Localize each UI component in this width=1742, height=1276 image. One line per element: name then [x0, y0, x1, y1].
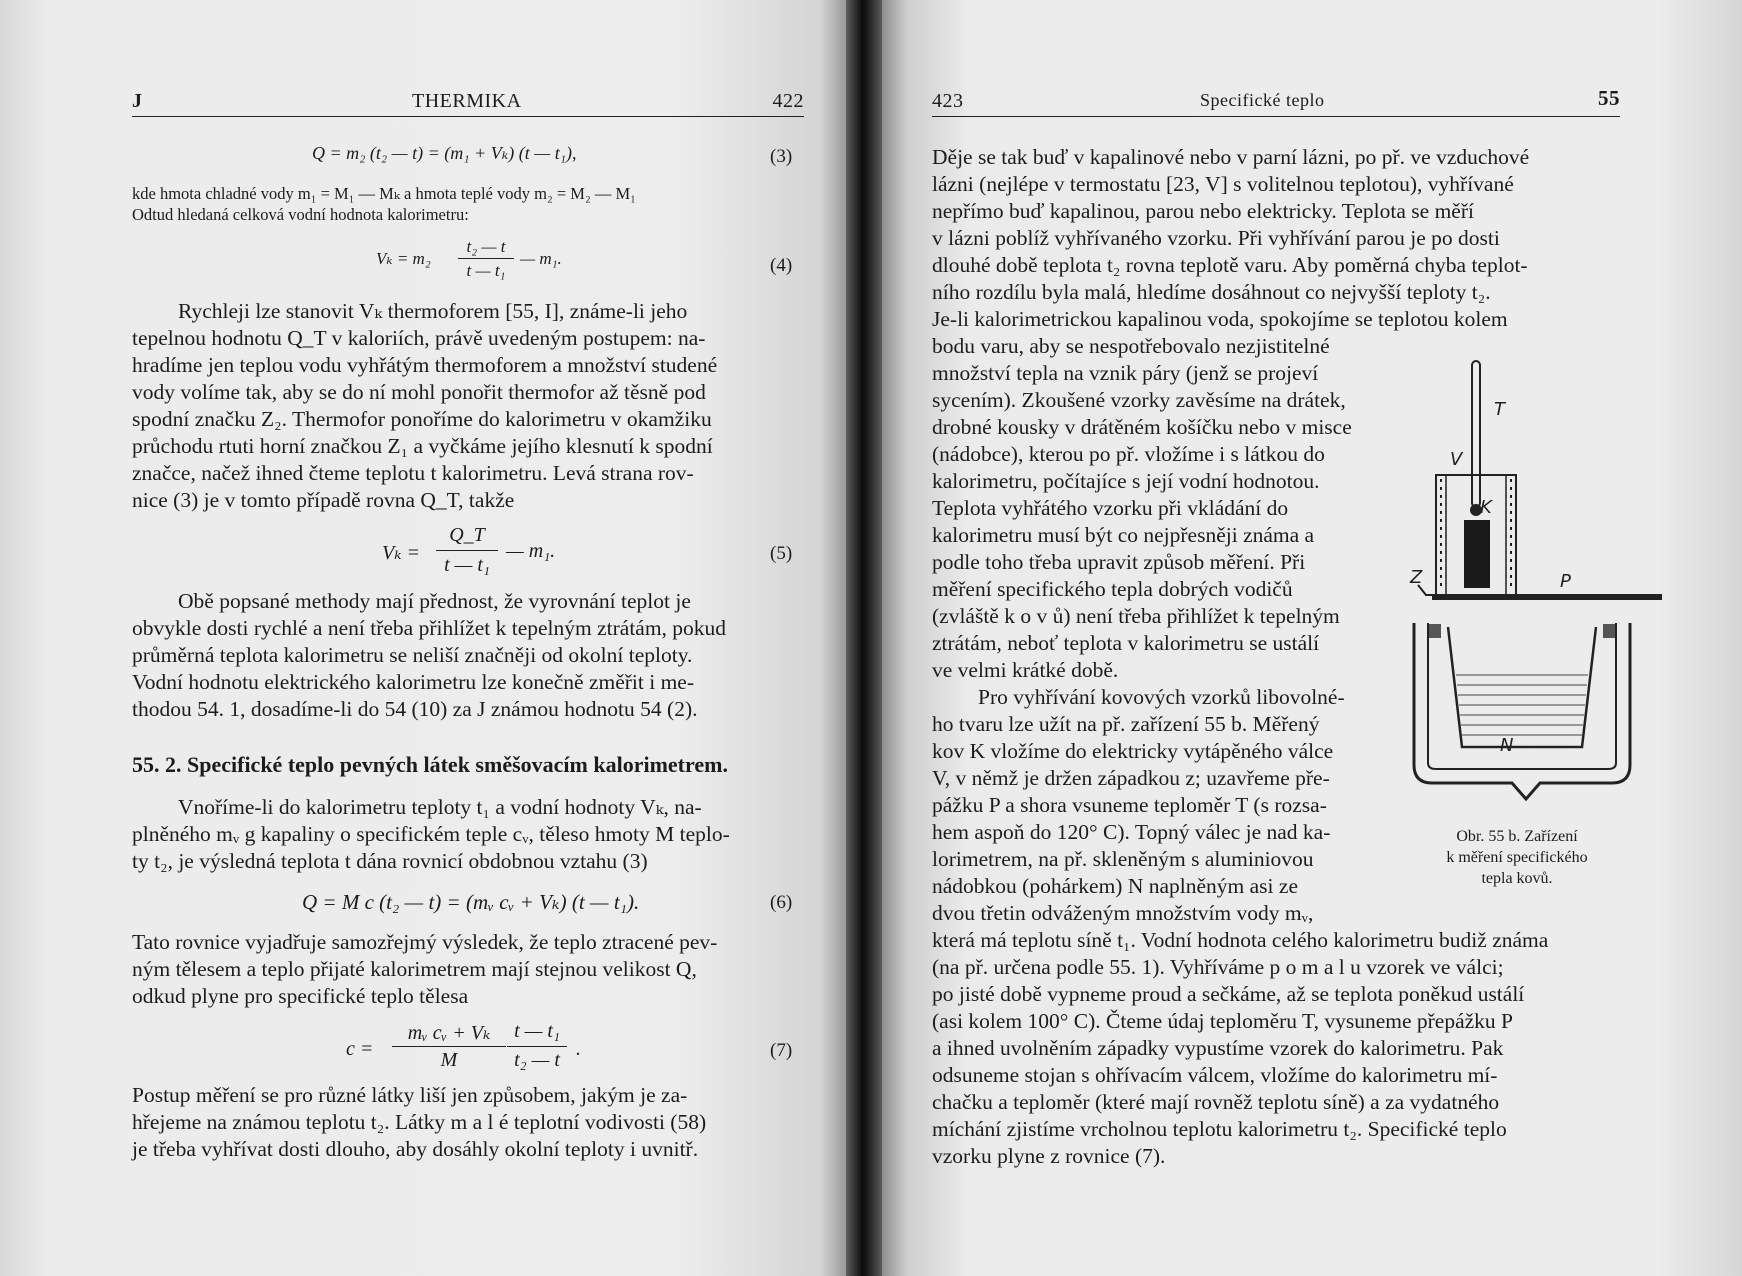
equation-7-fraction-bar-1 — [392, 1046, 506, 1047]
text-line: ty t₂, je výsledná teplota t dána rovnicí obdobnou vztahu (3) — [132, 849, 648, 873]
text-line: (na př. určena podle 55. 1). Vyhříváme p o m a l u vzorek ve válci; — [932, 955, 1504, 979]
text-line: Tato rovnice vyjadřuje samozřejmý výsledek, že teplo ztracené pev- — [132, 930, 718, 954]
equation-6-number: (6) — [770, 892, 793, 913]
text-line: Pro vyhřívání kovových vzorků libovolné- — [978, 685, 1345, 709]
partition — [1432, 594, 1662, 600]
text-line: dlouhé době teplota t₂ rovna teplotě varu. Aby poměrná chyba teplot- — [932, 253, 1528, 277]
text-line: kde hmota chladné vody m₁ = M₁ — Mₖ a hmota teplé vody m₂ = M₂ — M₁ — [132, 184, 636, 203]
thermometer — [1472, 361, 1480, 507]
caption-line: tepla kovů. — [1481, 870, 1553, 887]
equation-7-number: (7) — [770, 1040, 793, 1061]
text-line: kalorimetru, počítajíce s její vodní hodnotou. — [932, 469, 1320, 493]
text-line: Teplota vyhřátého vzorku při vkládání do — [932, 496, 1289, 520]
equation-7-end: . — [576, 1038, 581, 1060]
text-line: podle toho třeba upravit způsob měření. Při — [932, 550, 1306, 574]
label-T: T — [1494, 399, 1505, 420]
text-line: nice (3) je v tomto případě rovna Q_T, takže — [132, 488, 515, 512]
equation-3-number: (3) — [770, 146, 793, 167]
right-header — [932, 86, 1620, 116]
text-line: obvykle dosti rychlé a není třeba přihlížet k tepelným ztrátám, pokud — [132, 616, 727, 640]
text-line: kalorimetru musí být co nejpřesněji známa a — [932, 523, 1315, 547]
equation-7-denominator-2: t₂ — t — [514, 1049, 560, 1071]
equation-7-numerator-1: mᵥ cᵥ + Vₖ — [407, 1022, 491, 1044]
page-stamp: 55 — [1598, 86, 1620, 110]
equation-4-fraction-bar — [458, 258, 514, 259]
text-line: (nádobce), kterou po př. vložíme i s látkou do — [932, 442, 1325, 466]
right-page — [882, 0, 1742, 1276]
text-line: hradíme jen teplou vodu vyhřátým thermoforem a množství studené — [132, 353, 718, 377]
label-P: P — [1560, 571, 1571, 592]
text-line: průchodu rtuti horní značkou Z₁ a vyčkáme jejího klesnutí k spodní — [132, 434, 713, 458]
text-line: ným tělesem a teplo přijaté kalorimetrem mají stejnou velikost Q, — [132, 957, 697, 981]
text-line: vzorku plyne z rovnice (7). — [932, 1144, 1166, 1168]
text-line: a ihned uvolněním západky vypustíme vzorek do kalorimetru. Pak — [932, 1036, 1504, 1060]
text-line: (zvláště k o v ů) není třeba přihlížet k tepelným — [932, 604, 1340, 628]
text-line: drobné kousky v drátěném košíčku nebo v misce — [932, 415, 1352, 439]
outer-vessel — [1414, 623, 1630, 799]
text-line: Odtud hledaná celková vodní hodnota kalorimetru: — [132, 205, 469, 224]
equation-5-fraction-bar — [436, 550, 498, 551]
text-line: spodní značku Z₂. Thermofor ponoříme do kalorimetru v okamžiku — [132, 407, 712, 431]
text-line: chačku a teploměr (které mají rovněž teplotu síně) a za vydatného — [932, 1090, 1500, 1114]
text-line: množství tepla na vznik páry (jenž se projeví — [932, 361, 1319, 385]
text-line: po jisté době vypneme proud a sečkáme, až se teplota poněkud ustálí — [932, 982, 1525, 1006]
left-page — [0, 0, 846, 1276]
equation-5-denominator: t — t₁ — [444, 554, 490, 576]
text-line: lázni (nejlépe v termostatu [23, V] s volitelnou teplotou), vyhřívané — [932, 172, 1514, 196]
text-line: odkud plyne pro specifické teplo tělesa — [132, 984, 469, 1008]
caption-line: Obr. 55 b. Zařízení — [1456, 828, 1578, 845]
figure-caption — [1412, 826, 1622, 889]
page-number: 422 — [772, 90, 804, 112]
equation-7-fraction-bar-2 — [507, 1046, 567, 1047]
equation-7-numerator-2: t — t₁ — [514, 1020, 560, 1042]
equation-4-rhs: — m₁. — [520, 249, 562, 268]
text-line: Je-li kalorimetrickou kapalinou voda, spokojíme se teplotou kolem — [932, 307, 1508, 331]
inner-cup — [1448, 627, 1596, 747]
text-line: Vodní hodnotu elektrického kalorimetru lze konečně změřit i me- — [132, 670, 695, 694]
text-line: vody volíme tak, aby se do ní mohl ponořit thermofor až těsně pod — [132, 380, 706, 404]
text-line: hem aspoň do 120° C). Topný válec je nad ka- — [932, 820, 1331, 844]
text-line: nepřímo buď kapalinou, parou nebo elektricky. Teplota se měří — [932, 199, 1474, 223]
text-line: dvou třetin odváženým množstvím vody mᵥ, — [932, 901, 1314, 925]
label-N: N — [1500, 735, 1514, 756]
equation-6: Q = M c (t₂ — t) = (mᵥ cᵥ + Vₖ) (t — t₁). — [302, 890, 640, 914]
text-line: sycením). Zkoušené vzorky zavěsíme na drátek, — [932, 388, 1346, 412]
text-line: thodou 54. 1, dosadíme-li do 54 (10) za J známou hodnotu 54 (2). — [132, 697, 698, 721]
text-line: Rychleji lze stanovit Vₖ thermoforem [55, I], známe-li jeho — [178, 299, 688, 323]
text-line: ho tvaru lze užít na př. zařízení 55 b. Měřený — [932, 712, 1320, 736]
text-line: kov K vložíme do elektricky vytápěného válce — [932, 739, 1334, 763]
text-line: měření specifického tepla dobrých vodičů — [932, 577, 1293, 601]
equation-4-lhs: Vₖ = m₂ — [376, 249, 431, 268]
text-line: v lázni poblíž vyhřívaného vzorku. Při vyhřívání parou je po dosti — [932, 226, 1500, 250]
header-rule — [132, 116, 804, 117]
caption-line: k měření specifického — [1446, 849, 1588, 866]
text-line: ve velmi krátké době. — [932, 658, 1119, 682]
equation-5-lhs: Vₖ = — [382, 542, 421, 564]
text-line: ního rozdílu byla malá, hledíme dosáhnout co nejvyšší teploty t₂. — [932, 280, 1491, 304]
text-line: hřejeme na známou teplotu t₂. Látky m a l é teplotní vodivosti (58) — [132, 1110, 707, 1134]
header-rule — [932, 116, 1620, 117]
equation-7-lhs: c = — [346, 1038, 374, 1060]
equation-4-numerator: t₂ — t — [466, 237, 506, 256]
text-line: V, v němž je držen západkou z; uzavřeme pře- — [932, 766, 1330, 790]
section-letter: J — [132, 90, 143, 112]
book-gutter — [846, 0, 882, 1276]
text-line: která má teplotu síně t₁. Vodní hodnota celého kalorimetru budiž známa — [932, 928, 1549, 952]
equation-5-rhs: — m₁. — [506, 540, 556, 562]
water-lines — [1456, 675, 1588, 735]
page-number: 423 — [932, 90, 964, 112]
equation-7-denominator-1: M — [440, 1049, 458, 1071]
running-title: THERMIKA — [412, 90, 522, 112]
latch — [1418, 585, 1460, 595]
equation-4-denominator: t — t₁ — [466, 261, 506, 280]
text-line: Postup měření se pro různé látky liší jen způsobem, jakým je za- — [132, 1083, 688, 1107]
section-heading: 55. 2. Specifické teplo pevných látek směšovacím kalorimetrem. — [132, 752, 728, 777]
text-line: Obě popsané methody mají přednost, že vyrovnání teplot je — [178, 589, 691, 613]
running-title: Specifické teplo — [1200, 90, 1325, 110]
text-line: lorimetrem, na př. skleněným s aluminiovou — [932, 847, 1314, 871]
text-line: je třeba vyhřívat dosti dlouho, aby dosáhly okolní teploty i uvnitř. — [132, 1137, 699, 1161]
text-line: míchání zjistíme vrcholnou teplotu kalorimetru t₂. Specifické teplo — [932, 1117, 1507, 1141]
left-header — [132, 90, 804, 116]
text-line: odsuneme stojan s ohřívacím válcem, vložíme do kalorimetru mí- — [932, 1063, 1498, 1087]
equation-5-numerator: Q_T — [449, 524, 485, 546]
equation-5-number: (5) — [770, 543, 793, 564]
left-lid-pad — [1429, 624, 1441, 638]
text-line: pážku P a shora vsuneme teploměr T (s rozsa- — [932, 793, 1327, 817]
text-line: tepelnou hodnotu Q_T v kaloriích, právě uvedeným postupem: na- — [132, 326, 706, 350]
text-line: bodu varu, aby se nespotřebovalo nezjistitelné — [932, 334, 1330, 358]
label-V: V — [1450, 449, 1463, 470]
text-line: ztrátám, neboť teplota v kalorimetru se ustálí — [932, 631, 1320, 655]
label-K: K — [1480, 497, 1492, 518]
text-line: průměrná teplota kalorimetru se neliší značněji od okolní teploty. — [132, 643, 693, 667]
metal-sample — [1464, 520, 1490, 588]
text-line: Děje se tak buď v kapalinové nebo v parní lázni, po př. ve vzduchové — [932, 145, 1530, 169]
text-line: plněného mᵥ g kapaliny o specifickém teple cᵥ, těleso hmoty M teplo- — [132, 822, 730, 846]
equation-3: Q = m₂ (t₂ — t) = (m₁ + Vₖ) (t — t₁), — [312, 143, 577, 163]
equation-4-number: (4) — [770, 255, 793, 276]
text-line: Vnoříme-li do kalorimetru teploty t₁ a vodní hodnoty Vₖ, na- — [178, 795, 702, 819]
text-line: (asi kolem 100° C). Čteme údaj teploměru T, vysuneme přepážku P — [932, 1009, 1514, 1033]
text-line: nádobkou (pohárkem) N naplněným asi ze — [932, 874, 1298, 898]
text-line: značce, načež ihned čteme teplotu t kalorimetru. Levá strana rov- — [132, 461, 694, 485]
calorimeter-figure — [1412, 355, 1682, 825]
right-lid-pad — [1603, 624, 1615, 638]
label-Z: Z — [1410, 567, 1423, 588]
